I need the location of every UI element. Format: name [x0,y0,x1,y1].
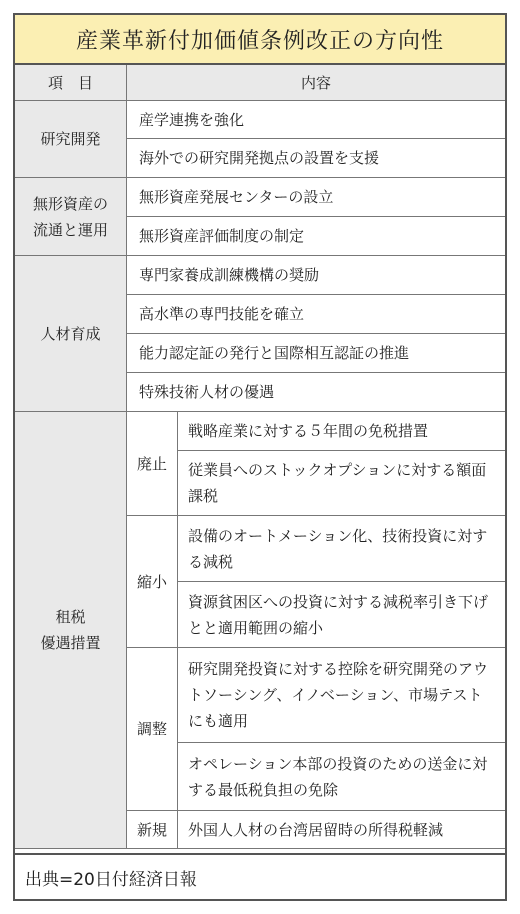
table-row: 無形資産評価制度の制定 [127,217,505,256]
source-note: 出典=20日付経済日報 [15,853,505,899]
category-line: 流通と運用 [32,220,108,239]
table-row: 戦略産業に対する５年間の免税措置 [178,412,505,451]
category-research: 研究開発 [15,101,127,178]
category-talent: 人材育成 [15,256,127,412]
header-item: 項 目 [15,65,127,101]
table-row: 産学連携を強化 [127,101,505,139]
table-grid [15,65,505,849]
table-title: 産業革新付加価値条例改正の方向性 [15,15,505,65]
subcategory-abolish: 廃止 [127,412,178,516]
table-row: 設備のオートメーション化、技術投資に対する減税 [178,516,505,582]
table-row: 外国人人材の台湾居留時の所得税軽減 [178,811,505,849]
subcategory-reduce: 縮小 [127,516,178,648]
table-row: 特殊技術人材の優遇 [127,373,505,412]
category-line: 租税 [55,608,86,626]
table-row: 専門家養成訓練機構の奨励 [127,256,505,295]
policy-table [13,13,507,901]
table-row: 資源貧困区への投資に対する減税率引き下げとと適用範囲の縮小 [178,582,505,648]
table-row: オペレーション本部の投資のための送金に対する最低税負担の免除 [178,743,505,811]
subcategory-new: 新規 [127,811,178,849]
table-row: 無形資産発展センターの設立 [127,178,505,217]
category-tax [15,412,127,849]
table-row: 海外での研究開発拠点の設置を支援 [127,139,505,178]
header-content: 内容 [127,65,505,101]
table-row: 能力認定証の発行と国際相互認証の推進 [127,334,505,373]
table-row: 従業員へのストックオプションに対する額面課税 [178,451,505,516]
category-intangible-assets [15,178,127,256]
subcategory-adjust: 調整 [127,648,178,811]
category-line: 無形資産の [32,194,108,213]
table-row: 研究開発投資に対する控除を研究開発のアウトソーシング、イノベーション、市場テストにも適用 [178,648,505,743]
table-row: 高水準の専門技能を確立 [127,295,505,334]
category-line: 優遇措置 [40,634,101,652]
